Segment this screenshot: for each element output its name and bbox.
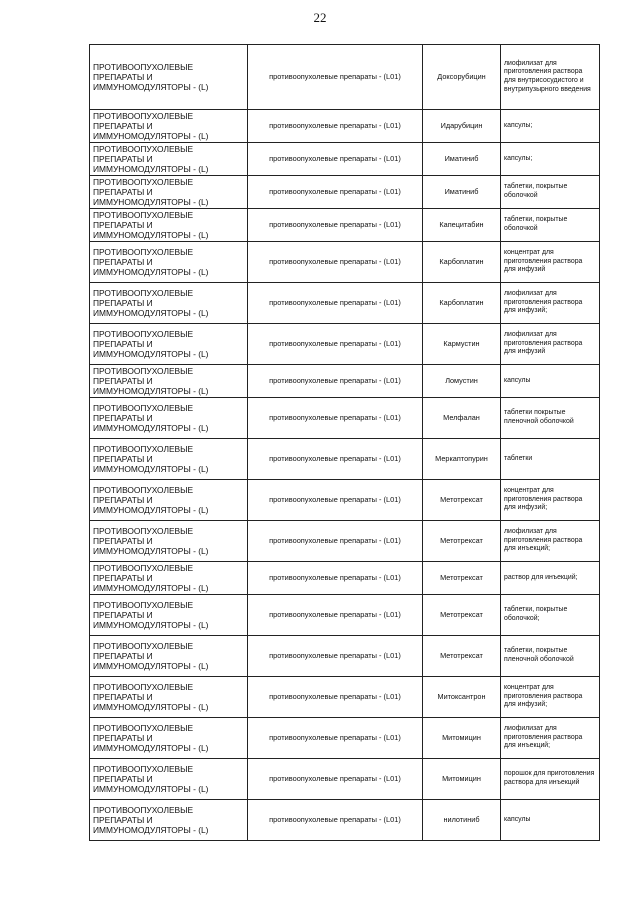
group-cell: ПРОТИВООПУХОЛЕВЫЕ ПРЕПАРАТЫ И ИММУНОМОДУЛЯТОРЫ - (L) [90, 242, 248, 283]
dosage-form-cell: таблетки, покрытые оболочкой [501, 209, 600, 242]
group-cell: ПРОТИВООПУХОЛЕВЫЕ ПРЕПАРАТЫ И ИММУНОМОДУЛЯТОРЫ - (L) [90, 636, 248, 677]
dosage-form-cell: лиофилизат для приготовления раствора для инфузий [501, 324, 600, 365]
group-cell: ПРОТИВООПУХОЛЕВЫЕ ПРЕПАРАТЫ И ИММУНОМОДУЛЯТОРЫ - (L) [90, 480, 248, 521]
group-cell: ПРОТИВООПУХОЛЕВЫЕ ПРЕПАРАТЫ И ИММУНОМОДУЛЯТОРЫ - (L) [90, 759, 248, 800]
dosage-form-cell: капсулы; [501, 143, 600, 176]
dosage-form-cell: концентрат для приготовления раствора для инфузий; [501, 677, 600, 718]
group-cell: ПРОТИВООПУХОЛЕВЫЕ ПРЕПАРАТЫ И ИММУНОМОДУЛЯТОРЫ - (L) [90, 324, 248, 365]
group-cell: ПРОТИВООПУХОЛЕВЫЕ ПРЕПАРАТЫ И ИММУНОМОДУЛЯТОРЫ - (L) [90, 562, 248, 595]
subgroup-cell: противоопухолевые препараты - (L01) [248, 365, 423, 398]
table-row [90, 595, 600, 636]
subgroup-cell: противоопухолевые препараты - (L01) [248, 800, 423, 841]
inn-cell: Карбоплатин [423, 242, 501, 283]
inn-cell: Идарубицин [423, 110, 501, 143]
group-cell: ПРОТИВООПУХОЛЕВЫЕ ПРЕПАРАТЫ И ИММУНОМОДУЛЯТОРЫ - (L) [90, 439, 248, 480]
subgroup-cell: противоопухолевые препараты - (L01) [248, 143, 423, 176]
table-body [90, 45, 600, 841]
table-row [90, 480, 600, 521]
inn-cell: Ломустин [423, 365, 501, 398]
inn-cell: Карбоплатин [423, 283, 501, 324]
group-cell: ПРОТИВООПУХОЛЕВЫЕ ПРЕПАРАТЫ И ИММУНОМОДУЛЯТОРЫ - (L) [90, 521, 248, 562]
dosage-form-cell: капсулы; [501, 110, 600, 143]
table-row [90, 677, 600, 718]
table-row [90, 398, 600, 439]
group-cell: ПРОТИВООПУХОЛЕВЫЕ ПРЕПАРАТЫ И ИММУНОМОДУЛЯТОРЫ - (L) [90, 110, 248, 143]
subgroup-cell: противоопухолевые препараты - (L01) [248, 521, 423, 562]
subgroup-cell: противоопухолевые препараты - (L01) [248, 209, 423, 242]
inn-cell: Иматиниб [423, 143, 501, 176]
table-row [90, 45, 600, 110]
dosage-form-cell: концентрат для приготовления раствора для инфузий [501, 242, 600, 283]
inn-cell: Мелфалан [423, 398, 501, 439]
dosage-form-cell: таблетки, покрытые оболочкой [501, 176, 600, 209]
subgroup-cell: противоопухолевые препараты - (L01) [248, 718, 423, 759]
table-row [90, 176, 600, 209]
inn-cell: Капецитабин [423, 209, 501, 242]
group-cell: ПРОТИВООПУХОЛЕВЫЕ ПРЕПАРАТЫ И ИММУНОМОДУЛЯТОРЫ - (L) [90, 45, 248, 110]
drug-list-table [89, 44, 600, 841]
subgroup-cell: противоопухолевые препараты - (L01) [248, 480, 423, 521]
page-number: 22 [313, 10, 327, 25]
table-row [90, 636, 600, 677]
table-row [90, 110, 600, 143]
dosage-form-cell: лиофилизат для приготовления раствора для инъекций; [501, 521, 600, 562]
dosage-form-cell: порошок для приготовления раствора для инъекций [501, 759, 600, 800]
table-row [90, 365, 600, 398]
table-row [90, 562, 600, 595]
group-cell: ПРОТИВООПУХОЛЕВЫЕ ПРЕПАРАТЫ И ИММУНОМОДУЛЯТОРЫ - (L) [90, 677, 248, 718]
group-cell: ПРОТИВООПУХОЛЕВЫЕ ПРЕПАРАТЫ И ИММУНОМОДУЛЯТОРЫ - (L) [90, 283, 248, 324]
inn-cell: Иматиниб [423, 176, 501, 209]
subgroup-cell: противоопухолевые препараты - (L01) [248, 45, 423, 110]
group-cell: ПРОТИВООПУХОЛЕВЫЕ ПРЕПАРАТЫ И ИММУНОМОДУЛЯТОРЫ - (L) [90, 800, 248, 841]
dosage-form-cell: капсулы [501, 365, 600, 398]
subgroup-cell: противоопухолевые препараты - (L01) [248, 283, 423, 324]
table-row [90, 209, 600, 242]
group-cell: ПРОТИВООПУХОЛЕВЫЕ ПРЕПАРАТЫ И ИММУНОМОДУЛЯТОРЫ - (L) [90, 365, 248, 398]
inn-cell: Митомицин [423, 759, 501, 800]
subgroup-cell: противоопухолевые препараты - (L01) [248, 439, 423, 480]
inn-cell: Метотрексат [423, 595, 501, 636]
inn-cell: нилотиниб [423, 800, 501, 841]
group-cell: ПРОТИВООПУХОЛЕВЫЕ ПРЕПАРАТЫ И ИММУНОМОДУЛЯТОРЫ - (L) [90, 176, 248, 209]
dosage-form-cell: концентрат для приготовления раствора для инфузий; [501, 480, 600, 521]
dosage-form-cell: таблетки покрытые пленочной оболочкой [501, 398, 600, 439]
table-row [90, 143, 600, 176]
group-cell: ПРОТИВООПУХОЛЕВЫЕ ПРЕПАРАТЫ И ИММУНОМОДУЛЯТОРЫ - (L) [90, 209, 248, 242]
subgroup-cell: противоопухолевые препараты - (L01) [248, 176, 423, 209]
subgroup-cell: противоопухолевые препараты - (L01) [248, 562, 423, 595]
subgroup-cell: противоопухолевые препараты - (L01) [248, 595, 423, 636]
inn-cell: Митомицин [423, 718, 501, 759]
dosage-form-cell: лиофилизат для приготовления раствора для инъекций; [501, 718, 600, 759]
subgroup-cell: противоопухолевые препараты - (L01) [248, 759, 423, 800]
table-row [90, 439, 600, 480]
table-row [90, 521, 600, 562]
subgroup-cell: противоопухолевые препараты - (L01) [248, 242, 423, 283]
dosage-form-cell: таблетки, покрытые оболочкой; [501, 595, 600, 636]
table-row [90, 800, 600, 841]
inn-cell: Митоксантрон [423, 677, 501, 718]
subgroup-cell: противоопухолевые препараты - (L01) [248, 636, 423, 677]
dosage-form-cell: раствор для инъекций; [501, 562, 600, 595]
group-cell: ПРОТИВООПУХОЛЕВЫЕ ПРЕПАРАТЫ И ИММУНОМОДУЛЯТОРЫ - (L) [90, 595, 248, 636]
inn-cell: Кармустин [423, 324, 501, 365]
dosage-form-cell: лиофилизат для приготовления раствора для внутрисосудистого и внутрипузырного введения [501, 45, 600, 110]
inn-cell: Метотрексат [423, 480, 501, 521]
dosage-form-cell: капсулы [501, 800, 600, 841]
group-cell: ПРОТИВООПУХОЛЕВЫЕ ПРЕПАРАТЫ И ИММУНОМОДУЛЯТОРЫ - (L) [90, 398, 248, 439]
subgroup-cell: противоопухолевые препараты - (L01) [248, 324, 423, 365]
subgroup-cell: противоопухолевые препараты - (L01) [248, 110, 423, 143]
table-row [90, 324, 600, 365]
table-row [90, 283, 600, 324]
inn-cell: Метотрексат [423, 521, 501, 562]
dosage-form-cell: лиофилизат для приготовления раствора для инфузий; [501, 283, 600, 324]
table-row [90, 759, 600, 800]
dosage-form-cell: таблетки [501, 439, 600, 480]
inn-cell: Меркаптопурин [423, 439, 501, 480]
table-row [90, 242, 600, 283]
group-cell: ПРОТИВООПУХОЛЕВЫЕ ПРЕПАРАТЫ И ИММУНОМОДУЛЯТОРЫ - (L) [90, 718, 248, 759]
subgroup-cell: противоопухолевые препараты - (L01) [248, 398, 423, 439]
subgroup-cell: противоопухолевые препараты - (L01) [248, 677, 423, 718]
inn-cell: Метотрексат [423, 636, 501, 677]
inn-cell: Доксорубицин [423, 45, 501, 110]
group-cell: ПРОТИВООПУХОЛЕВЫЕ ПРЕПАРАТЫ И ИММУНОМОДУЛЯТОРЫ - (L) [90, 143, 248, 176]
table-row [90, 718, 600, 759]
dosage-form-cell: таблетки, покрытые пленочной оболочкой [501, 636, 600, 677]
inn-cell: Метотрексат [423, 562, 501, 595]
